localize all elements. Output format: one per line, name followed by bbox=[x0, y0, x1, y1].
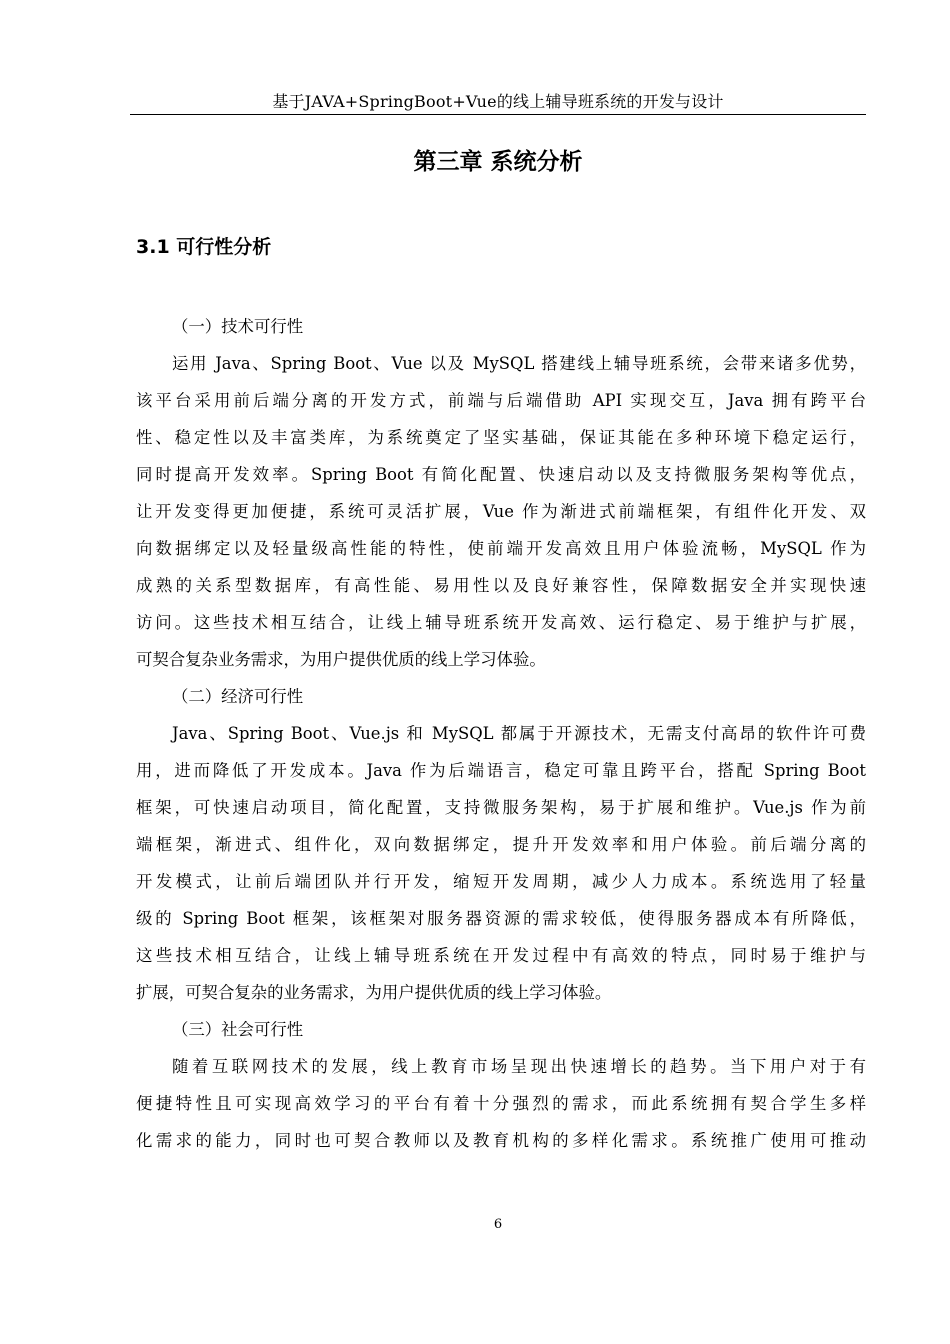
paragraph-line: 扩展，可契合复杂的业务需求，为用户提供优质的线上学习体验。 bbox=[136, 983, 612, 1002]
header-rule bbox=[130, 114, 866, 115]
paragraph-line: 便捷特性且可实现高效学习的平台有着十分强烈的需求，而此系统拥有契合学生多样 bbox=[136, 1094, 866, 1113]
body-content bbox=[136, 308, 866, 1159]
paragraph-line: 可契合复杂业务需求，为用户提供优质的线上学习体验。 bbox=[136, 650, 546, 669]
paragraph-line: 同时提高开发效率。Spring Boot 有简化配置、快速启动以及支持微服务架构等优点， bbox=[136, 465, 866, 484]
paragraph-line: 让开发变得更加便捷，系统可灵活扩展，Vue 作为渐进式前端框架，有组件化开发、双 bbox=[136, 502, 866, 521]
paragraph-line: 向数据绑定以及轻量级高性能的特性，使前端开发高效且用户体验流畅，MySQL 作为 bbox=[136, 539, 866, 558]
paragraph-line: 性、稳定性以及丰富类库，为系统奠定了坚实基础，保证其能在多种环境下稳定运行， bbox=[136, 428, 866, 447]
paragraph-line: 该平台采用前后端分离的开发方式，前端与后端借助 API 实现交互，Java 拥有跨平台 bbox=[136, 391, 866, 410]
paragraph-line: 成熟的关系型数据库，有高性能、易用性以及良好兼容性，保障数据安全并实现快速 bbox=[136, 576, 866, 595]
paragraph-line: 开发模式，让前后端团队并行开发，缩短开发周期，减少人力成本。系统选用了轻量 bbox=[136, 872, 866, 891]
paragraph-line: 运用 Java、Spring Boot、Vue 以及 MySQL 搭建线上辅导班系统，会带来诸多优势， bbox=[172, 354, 866, 373]
paragraph-line: 化需求的能力，同时也可契合教师以及教育机构的多样化需求。系统推广使用可推动 bbox=[136, 1131, 866, 1150]
paragraph-line: 这些技术相互结合，让线上辅导班系统在开发过程中有高效的特点，同时易于维护与 bbox=[136, 946, 866, 965]
running-header: 基于JAVA+SpringBoot+Vue的线上辅导班系统的开发与设计 bbox=[272, 92, 724, 111]
page-number: 6 bbox=[493, 1217, 503, 1232]
subheading-technical: （一）技术可行性 bbox=[172, 317, 304, 336]
chapter-title: 第三章 系统分析 bbox=[413, 149, 583, 175]
paragraph-line: 访问。这些技术相互结合，让线上辅导班系统开发高效、运行稳定、易于维护与扩展， bbox=[136, 613, 866, 632]
subheading-economic: （二）经济可行性 bbox=[172, 687, 304, 706]
paragraph-line: Java、Spring Boot、Vue.js 和 MySQL 都属于开源技术，无需支付高昂的软件许可费 bbox=[172, 724, 866, 743]
paragraph-line: 级的 Spring Boot 框架，该框架对服务器资源的需求较低，使得服务器成本有所降低， bbox=[136, 909, 866, 928]
paragraph-line: 随着互联网技术的发展，线上教育市场呈现出快速增长的趋势。当下用户对于有 bbox=[172, 1057, 866, 1076]
paragraph-line: 框架，可快速启动项目，简化配置，支持微服务架构，易于扩展和维护。Vue.js 作为前 bbox=[136, 798, 866, 817]
paragraph-line: 端框架，渐进式、组件化，双向数据绑定，提升开发效率和用户体验。前后端分离的 bbox=[136, 835, 866, 854]
subheading-social: （三）社会可行性 bbox=[172, 1020, 304, 1039]
paragraph-line: 用，进而降低了开发成本。Java 作为后端语言，稳定可靠且跨平台，搭配 Spring Boot bbox=[136, 761, 866, 780]
section-heading: 3.1 可行性分析 bbox=[136, 236, 272, 258]
